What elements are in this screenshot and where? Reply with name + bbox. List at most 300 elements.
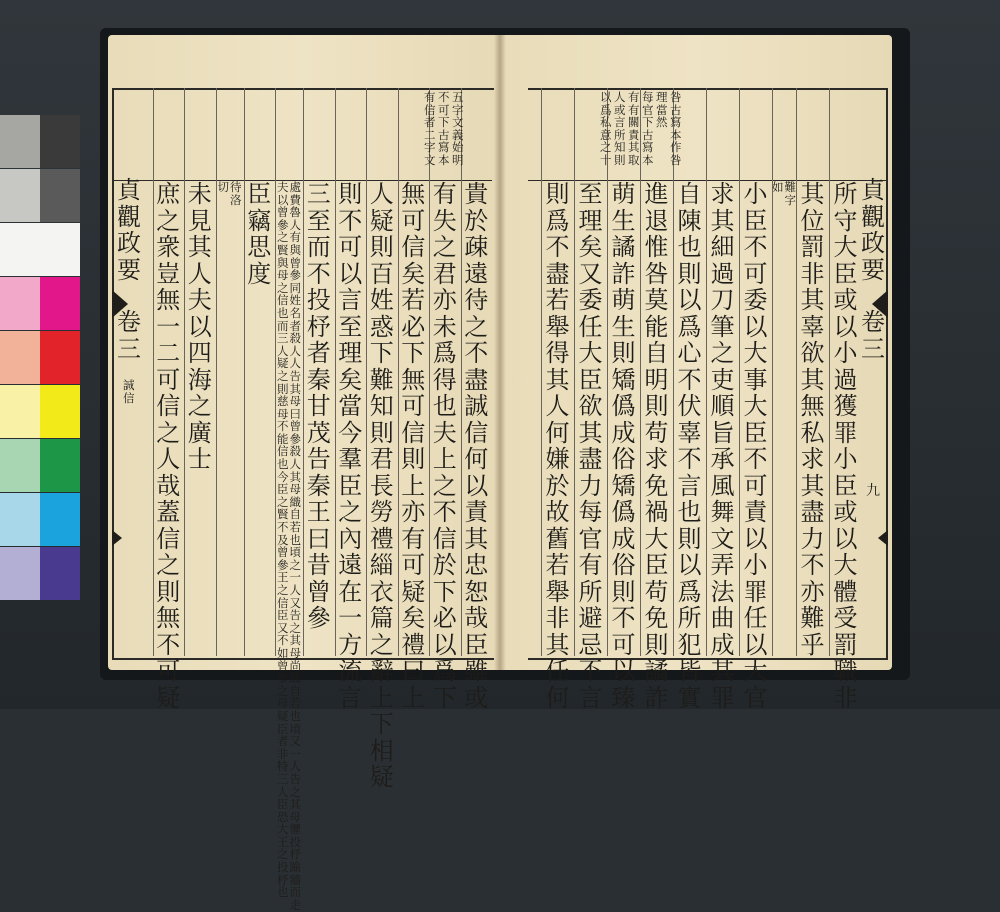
glyph: 順 xyxy=(710,392,735,420)
glyph: 每 xyxy=(578,498,603,526)
glyph: 若 xyxy=(545,551,570,579)
glyph: 詐 xyxy=(611,259,636,288)
glyph: 受 xyxy=(833,604,858,632)
header-note-glyph: 取 xyxy=(628,152,640,167)
glyph: 下 xyxy=(369,339,394,367)
glyph: 大 xyxy=(833,233,858,261)
glyph: 小 xyxy=(833,339,858,367)
glyph: 緇 xyxy=(369,551,394,579)
glyph: 下 xyxy=(369,710,394,738)
glyph: 有 xyxy=(432,180,457,208)
annotation-glyph: 若 xyxy=(289,520,301,535)
annotation-glyph: 字 xyxy=(784,192,796,207)
header-note-glyph: 文 xyxy=(452,115,464,130)
color-swatch xyxy=(0,439,40,492)
glyph: 小 xyxy=(743,551,768,579)
annotation-glyph: 人 xyxy=(289,759,301,774)
glyph: 不 xyxy=(338,206,363,235)
glyph: 之 xyxy=(464,312,489,341)
annotation-glyph: 也 xyxy=(277,305,289,320)
glyph: 告 xyxy=(306,445,331,473)
column-rule xyxy=(673,88,674,656)
glyph: 力 xyxy=(578,471,603,500)
margin-glyph: 貞 xyxy=(117,176,141,204)
glyph: 茂 xyxy=(306,418,331,447)
glyph: 責 xyxy=(743,498,768,526)
annotation-glyph: 織 xyxy=(289,494,301,509)
glyph: 可 xyxy=(401,206,426,235)
annotation-glyph: 人 xyxy=(277,784,289,799)
glyph: 言 xyxy=(578,683,603,712)
glyph: 君 xyxy=(432,259,457,288)
annotation-glyph: 人 xyxy=(289,583,301,597)
annotation-glyph: 杼 xyxy=(289,847,301,862)
glyph: 刀 xyxy=(710,286,735,314)
glyph: 位 xyxy=(800,206,825,235)
header-note-column xyxy=(614,92,626,168)
annotation-glyph: 母 xyxy=(289,482,301,497)
color-swatch xyxy=(0,223,40,276)
text-column xyxy=(673,182,706,712)
glyph: 以 xyxy=(743,630,768,659)
glyph: 任 xyxy=(743,604,768,632)
glyph: 矣 xyxy=(401,604,426,632)
header-note-glyph: 字 xyxy=(452,102,464,117)
header-note-glyph: 或 xyxy=(614,102,626,117)
annotation-glyph: 其 xyxy=(289,797,301,812)
glyph: 成 xyxy=(611,418,636,447)
column-rule xyxy=(184,88,185,656)
column-rule xyxy=(275,88,276,656)
column-rule xyxy=(429,88,430,656)
annotation-glyph: 人 xyxy=(289,457,301,472)
header-note-column xyxy=(628,92,640,168)
header-note-glyph: 咎 xyxy=(670,90,682,104)
glyph: 詐 xyxy=(644,683,669,712)
right-margin-title xyxy=(861,178,885,284)
annotation-glyph: 之 xyxy=(289,557,301,572)
glyph: 不 xyxy=(743,233,768,261)
glyph: 以 xyxy=(187,312,212,341)
glyph: 恕 xyxy=(464,577,489,606)
glyph: 不 xyxy=(578,657,603,685)
glyph: 流 xyxy=(338,657,363,685)
glyph: 其 xyxy=(800,365,825,394)
glyph: 乎 xyxy=(800,630,825,659)
color-swatch xyxy=(40,385,80,438)
annotation-glyph: 有 xyxy=(289,230,301,245)
annotation-glyph: 難 xyxy=(784,180,796,194)
annotation-glyph: 疑 xyxy=(277,708,289,723)
glyph: 矯 xyxy=(611,365,636,394)
header-note-glyph: 之 xyxy=(600,140,612,155)
glyph: 無 xyxy=(156,286,181,314)
header-note-glyph: 知 xyxy=(614,140,626,155)
glyph: 不 xyxy=(800,551,825,579)
glyph: 進 xyxy=(644,180,669,208)
annotation-glyph: 自 xyxy=(289,683,301,698)
annotation-glyph: 殺 xyxy=(289,444,301,459)
header-note-glyph: 寫 xyxy=(670,115,682,130)
glyph: 吏 xyxy=(710,365,735,394)
glyph: 無 xyxy=(800,392,825,420)
annotation-glyph: 之 xyxy=(277,230,289,245)
glyph: 士 xyxy=(187,445,212,473)
annotation-glyph: 參 xyxy=(277,671,289,686)
text-column xyxy=(796,182,829,659)
glyph: 譎 xyxy=(644,657,669,685)
glyph: 信 xyxy=(401,233,426,261)
annotation-glyph: 而 xyxy=(289,885,301,900)
header-note-glyph: 本 xyxy=(642,152,654,167)
annotation-glyph: 母 xyxy=(289,645,301,660)
annotation-glyph: 者 xyxy=(289,318,301,333)
glyph: 官 xyxy=(743,683,768,712)
glyph: 上 xyxy=(401,471,426,500)
column-rule xyxy=(607,88,608,656)
glyph: 以 xyxy=(611,657,636,685)
glyph: 矣 xyxy=(578,233,603,261)
glyph: 秦 xyxy=(306,365,331,394)
glyph: 廣 xyxy=(187,418,212,447)
annotation-glyph: 慈 xyxy=(277,394,289,409)
annotation-glyph: 洛 xyxy=(230,192,242,207)
glyph: 爲 xyxy=(545,206,570,235)
glyph: 罰 xyxy=(800,233,825,261)
margin-glyph: 政 xyxy=(117,229,141,257)
annotation-glyph: 費 xyxy=(289,192,301,207)
annotation-glyph: 切 xyxy=(217,180,229,194)
glyph: 待 xyxy=(464,286,489,314)
glyph: 夫 xyxy=(187,286,212,314)
glyph: 曾 xyxy=(306,577,331,606)
header-note-glyph: 作 xyxy=(670,140,682,155)
glyph: 臻 xyxy=(611,683,636,712)
glyph: 可 xyxy=(338,233,363,261)
header-note-column xyxy=(600,92,612,168)
annotation-glyph: 賢 xyxy=(277,507,289,522)
annotation-glyph: 王 xyxy=(277,570,289,585)
glyph: 求 xyxy=(710,180,735,208)
glyph: 則 xyxy=(369,233,394,261)
annotation-glyph: 姓 xyxy=(289,293,301,308)
margin-glyph: 要 xyxy=(117,255,141,284)
annotation-glyph: 告 xyxy=(289,771,301,786)
glyph: 大 xyxy=(578,339,603,367)
glyph: 姓 xyxy=(369,286,394,314)
glyph: 所 xyxy=(578,577,603,606)
glyph: 無 xyxy=(156,604,181,632)
annotation-glyph: 王 xyxy=(277,834,289,849)
glyph: 小 xyxy=(743,180,768,208)
glyph: 之 xyxy=(710,339,735,367)
glyph: 忌 xyxy=(578,630,603,659)
glyph: 則 xyxy=(677,259,702,288)
glyph: 遠 xyxy=(338,551,363,579)
glyph: 皆 xyxy=(677,657,702,685)
annotation-glyph: 母 xyxy=(289,394,301,409)
annotation-glyph: 與 xyxy=(289,242,301,257)
annotation-glyph: 踰 xyxy=(289,860,301,875)
glyph: 莫 xyxy=(644,286,669,314)
annotation-glyph: 一 xyxy=(289,570,301,585)
left-margin-chapter xyxy=(123,380,135,405)
glyph: 庶 xyxy=(156,180,181,208)
header-note-glyph: 文 xyxy=(424,152,436,167)
column-rule xyxy=(335,88,336,656)
glyph: 不 xyxy=(306,259,331,288)
header-note-glyph: 責 xyxy=(628,127,640,142)
glyph: 王 xyxy=(306,498,331,526)
glyph: 其 xyxy=(578,418,603,447)
glyph: 文 xyxy=(710,524,735,553)
annotation-glyph: 之 xyxy=(277,494,289,509)
glyph: 篇 xyxy=(369,604,394,632)
glyph: 惟 xyxy=(644,233,669,261)
header-note-glyph: 私 xyxy=(600,115,612,130)
margin-glyph: 卷 xyxy=(117,308,141,336)
glyph: 失 xyxy=(432,206,457,235)
column-rule xyxy=(366,88,367,656)
glyph: 臣 xyxy=(833,259,858,288)
glyph: 信 xyxy=(156,392,181,420)
glyph: 自 xyxy=(677,180,702,208)
text-column xyxy=(303,182,335,633)
glyph: 辭 xyxy=(369,657,394,685)
glyph: 思 xyxy=(247,233,272,261)
glyph: 何 xyxy=(545,418,570,447)
annotation-glyph: 參 xyxy=(289,268,301,283)
glyph: 上 xyxy=(369,683,394,712)
annotation-column xyxy=(275,182,303,912)
glyph: 難 xyxy=(800,604,825,632)
glyph: 故 xyxy=(545,498,570,526)
glyph: 至 xyxy=(578,180,603,208)
annotation-glyph: 人 xyxy=(289,217,301,232)
column-rule xyxy=(153,88,154,656)
glyph: 舞 xyxy=(710,498,735,526)
glyph: 勞 xyxy=(369,498,394,526)
header-note-glyph: 以 xyxy=(600,90,612,104)
annotation-glyph: 如 xyxy=(772,180,784,194)
annotation-glyph: 走 xyxy=(289,897,301,912)
header-note-column xyxy=(642,92,654,168)
annotation-glyph: 自 xyxy=(289,507,301,522)
header-note-column xyxy=(656,92,668,130)
glyph: 亦 xyxy=(432,286,457,314)
header-note-glyph: 義 xyxy=(452,127,464,142)
glyph: 至 xyxy=(306,206,331,235)
glyph: 一 xyxy=(156,312,181,341)
glyph: 也 xyxy=(432,392,457,420)
glyph: 守 xyxy=(833,206,858,235)
annotation-column xyxy=(772,182,796,207)
annotation-glyph: 參 xyxy=(277,557,289,572)
glyph: 言 xyxy=(338,286,363,314)
annotation-glyph: 投 xyxy=(277,860,289,875)
glyph: 豈 xyxy=(156,259,181,288)
glyph: 其 xyxy=(545,630,570,659)
annotation-glyph: 之 xyxy=(277,280,289,295)
header-note-glyph: 不 xyxy=(438,90,450,104)
glyph: 禍 xyxy=(644,498,669,526)
glyph: 可 xyxy=(743,259,768,288)
text-column xyxy=(335,182,367,712)
column-rule xyxy=(640,88,641,656)
header-note-glyph: 其 xyxy=(628,140,640,155)
annotation-glyph: 及 xyxy=(277,532,289,547)
glyph: 法 xyxy=(710,577,735,606)
glyph: 而 xyxy=(306,233,331,261)
margin-glyph: 誠 xyxy=(123,378,135,392)
glyph: 大 xyxy=(644,524,669,553)
glyph: 以 xyxy=(743,524,768,553)
color-swatch xyxy=(0,115,40,168)
glyph: 舉 xyxy=(545,577,570,606)
glyph: 僞 xyxy=(611,392,636,420)
glyph: 必 xyxy=(432,604,457,632)
glyph: 盡 xyxy=(545,259,570,288)
glyph: 委 xyxy=(578,286,603,314)
glyph: 所 xyxy=(677,604,702,632)
header-note-glyph: 有 xyxy=(424,90,436,104)
glyph: 過 xyxy=(710,259,735,288)
header-note-glyph: 二 xyxy=(424,127,436,142)
glyph: 矯 xyxy=(611,471,636,500)
glyph: 力 xyxy=(800,524,825,553)
glyph: 則 xyxy=(369,418,394,447)
annotation-glyph: 母 xyxy=(277,406,289,421)
header-note-glyph: 者 xyxy=(424,115,436,130)
header-note-glyph: 寫 xyxy=(642,140,654,155)
glyph: 可 xyxy=(156,365,181,394)
glyph: 也 xyxy=(677,233,702,261)
glyph: 成 xyxy=(611,524,636,553)
glyph: 不 xyxy=(156,630,181,659)
glyph: 未 xyxy=(187,180,212,208)
annotation-glyph: 之 xyxy=(277,583,289,597)
glyph: 大 xyxy=(743,657,768,685)
glyph: 以 xyxy=(432,630,457,659)
glyph: 於 xyxy=(464,206,489,235)
glyph: 參 xyxy=(306,604,331,632)
glyph: 遠 xyxy=(464,259,489,288)
glyph: 臣 xyxy=(464,630,489,659)
glyph: 盡 xyxy=(464,365,489,394)
annotation-glyph: 杼 xyxy=(277,872,289,887)
header-note-glyph: 每 xyxy=(642,90,654,104)
glyph: 見 xyxy=(187,206,212,235)
annotation-glyph: 人 xyxy=(289,356,301,371)
annotation-glyph: 恐 xyxy=(277,809,289,824)
header-note-glyph: 官 xyxy=(642,102,654,117)
glyph: 以 xyxy=(338,259,363,288)
left-margin-title xyxy=(117,178,141,284)
margin-glyph: 政 xyxy=(861,229,885,257)
glyph: 任 xyxy=(578,312,603,341)
glyph: 自 xyxy=(644,339,669,367)
glyph: 四 xyxy=(187,339,212,367)
glyph: 得 xyxy=(545,339,570,367)
glyph: 以 xyxy=(833,312,858,341)
annotation-glyph: 又 xyxy=(289,734,301,749)
header-note-glyph: 寫 xyxy=(438,140,450,155)
annotation-glyph: 賢 xyxy=(277,242,289,257)
glyph: 於 xyxy=(545,471,570,500)
glyph: 信 xyxy=(432,524,457,553)
left-lower-fishtail-mark xyxy=(112,530,122,546)
glyph: 長 xyxy=(369,471,394,500)
glyph: 爲 xyxy=(677,577,702,606)
text-column xyxy=(366,182,398,792)
glyph: 下 xyxy=(432,683,457,712)
glyph: 明 xyxy=(644,365,669,394)
annotation-glyph: 母 xyxy=(277,696,289,711)
header-note-glyph: 古 xyxy=(642,127,654,142)
glyph: 不 xyxy=(464,339,489,367)
annotation-glyph: 牆 xyxy=(289,872,301,887)
margin-glyph: 三 xyxy=(117,334,141,363)
column-rule xyxy=(461,88,462,656)
glyph: 至 xyxy=(338,312,363,341)
glyph: 則 xyxy=(545,180,570,208)
glyph: 方 xyxy=(338,630,363,659)
glyph: 其 xyxy=(464,524,489,553)
glyph: 惑 xyxy=(369,312,394,341)
header-note-glyph: 下 xyxy=(438,115,450,130)
header-note-glyph: 字 xyxy=(424,140,436,155)
glyph: 職 xyxy=(833,657,858,685)
glyph: 之 xyxy=(432,233,457,261)
glyph: 辜 xyxy=(677,418,702,447)
glyph: 以 xyxy=(677,286,702,314)
glyph: 咎 xyxy=(644,259,669,288)
glyph: 夫 xyxy=(432,418,457,447)
annotation-glyph: 名 xyxy=(289,305,301,320)
glyph: 陳 xyxy=(677,206,702,235)
header-note-glyph: 五 xyxy=(452,90,464,104)
annotation-glyph: 不 xyxy=(277,633,289,648)
glyph: 僞 xyxy=(611,498,636,526)
glyph: 何 xyxy=(545,683,570,712)
glyph: 爲 xyxy=(432,339,457,367)
header-note-glyph: 有 xyxy=(628,90,640,104)
glyph: 疑 xyxy=(369,763,394,791)
glyph: 求 xyxy=(800,445,825,473)
glyph: 甘 xyxy=(306,392,331,420)
glyph: 之 xyxy=(432,471,457,500)
text-column xyxy=(153,182,185,712)
glyph: 旨 xyxy=(710,418,735,447)
annotation-glyph: 信 xyxy=(277,293,289,308)
header-note-glyph: 本 xyxy=(670,127,682,142)
glyph: 必 xyxy=(401,312,426,341)
glyph: 可 xyxy=(401,392,426,420)
header-note-glyph: 然 xyxy=(656,115,668,130)
glyph: 之 xyxy=(187,392,212,420)
text-column xyxy=(739,182,772,712)
annotation-glyph: 處 xyxy=(289,180,301,194)
glyph: 人 xyxy=(187,259,212,288)
header-note-glyph: 當 xyxy=(656,102,668,117)
text-column xyxy=(541,182,574,712)
glyph: 亦 xyxy=(401,498,426,526)
annotation-glyph: 曾 xyxy=(277,205,289,220)
annotation-glyph: 臣 xyxy=(277,797,289,812)
color-swatch xyxy=(0,169,40,222)
column-rule xyxy=(244,88,245,656)
glyph: 蓋 xyxy=(156,498,181,526)
